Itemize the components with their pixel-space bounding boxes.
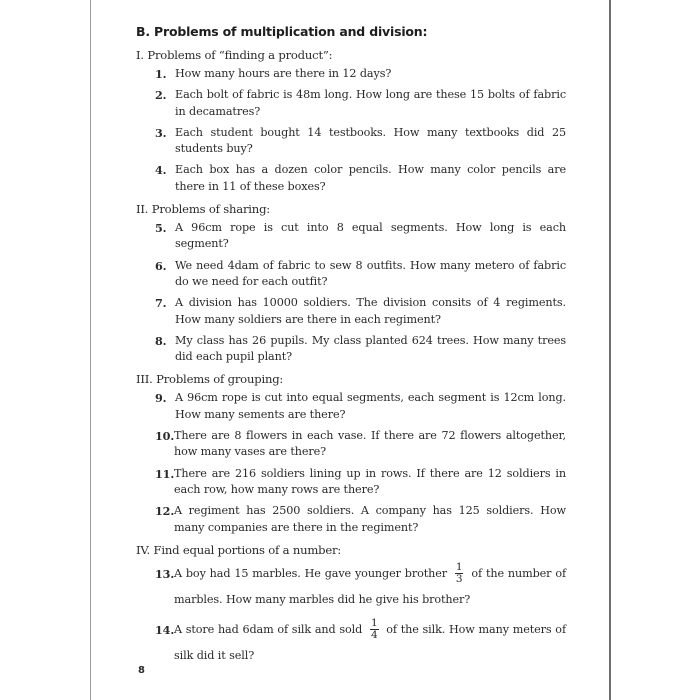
page-number: 8 (138, 665, 145, 676)
problem-item (136, 503, 566, 536)
problem-text: There are 8 flowers in each vase. If there are 72 flowers altogether, how many vases are there? (174, 429, 566, 459)
page-content (136, 22, 566, 673)
section-title: IV. Find equal portions of a number: (136, 542, 342, 557)
problem-item (136, 390, 566, 423)
problem-item (136, 162, 566, 195)
problem-item (136, 220, 566, 253)
problem-item (136, 125, 566, 158)
problem-text: A regiment has 2500 soldiers. A company has 125 soldiers. How many companies are there in the regiment? (174, 504, 566, 534)
section-sharing (136, 200, 566, 365)
problem-item (136, 561, 566, 613)
fraction (455, 562, 464, 585)
problem-text-before: A store had 6dam of silk and sold (174, 622, 363, 636)
problem-text-after: of the number of marbles. How many marbles did he give his brother? (174, 566, 566, 606)
problem-number: 5. (155, 221, 167, 236)
problem-text-after: of the silk. How many meters of silk did it sell? (174, 622, 566, 662)
page-heading: B. Problems of multiplication and division: (136, 24, 428, 39)
problem-number: 10. (155, 429, 175, 444)
problem-text: A 96cm rope is cut into equal segments, each segment is 12cm long. How many sements are there? (175, 391, 566, 421)
problem-item (136, 295, 566, 328)
fraction (370, 618, 379, 641)
problem-number: 9. (155, 391, 167, 406)
problem-item (136, 333, 566, 366)
problem-text: There are 216 soldiers lining up in rows. If there are 12 soldiers in each row, how many rows are there? (174, 466, 566, 496)
problem-text-before: A boy had 15 marbles. He gave younger brother (174, 566, 447, 580)
problem-number: 4. (155, 163, 167, 178)
problem-text: My class has 26 pupils. My class planted 624 trees. How many trees did each pupil plant? (175, 333, 566, 364)
problem-item (136, 66, 566, 82)
problem-text: A division has 10000 soldiers. The division consits of 4 regiments. How many soldiers are there in each regiment? (175, 296, 566, 326)
problem-item (136, 617, 566, 669)
fraction-denominator: 4 (370, 629, 378, 642)
section-title: II. Problems of sharing: (136, 202, 271, 217)
problem-number: 7. (155, 296, 167, 311)
fraction-denominator: 3 (455, 573, 463, 586)
problem-number: 12. (155, 504, 175, 519)
page-right-border (609, 0, 611, 700)
problem-text: How many hours are there in 12 days? (175, 67, 392, 80)
problem-number: 13. (155, 566, 175, 581)
problem-item (136, 466, 566, 499)
page-left-border (90, 0, 91, 700)
problem-item (136, 87, 566, 120)
problem-number: 6. (155, 258, 167, 273)
problem-text: A 96cm rope is cut into 8 equal segments. How long is each segment? (175, 221, 566, 251)
section-grouping (136, 370, 566, 535)
problem-number: 3. (155, 125, 167, 140)
fraction-numerator: 1 (370, 617, 378, 630)
problem-number: 8. (155, 333, 167, 348)
problem-number: 1. (155, 67, 167, 81)
section-title: I. Problems of “finding a product”: (136, 48, 333, 62)
problem-text: We need 4dam of fabric to sew 8 outfits. How many metero of fabric do we need for each outfit? (175, 258, 566, 288)
problem-number: 11. (155, 466, 175, 481)
section-title: III. Problems of grouping: (136, 372, 284, 387)
problem-item (136, 428, 566, 461)
problem-number: 14. (155, 622, 175, 637)
problem-text: Each student bought 14 testbooks. How many textbooks did 25 students buy? (175, 125, 566, 156)
problem-number: 2. (155, 88, 167, 103)
problem-item (136, 258, 566, 291)
section-equal-portions (136, 541, 566, 669)
section-finding-product (136, 46, 566, 195)
problem-text: Each bolt of fabric is 48m long. How long are these 15 bolts of fabric in decamatres? (175, 88, 566, 118)
fraction-numerator: 1 (455, 561, 463, 574)
problem-text: Each box has a dozen color pencils. How many color pencils are there in 11 of these boxes? (175, 163, 566, 193)
